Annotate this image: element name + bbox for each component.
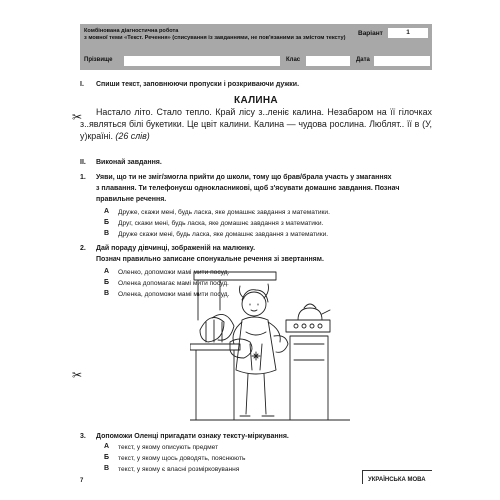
passage-title: КАЛИНА (234, 95, 278, 106)
task-2-option-b-text: Оленка допомагає мамі мити посуд. (118, 280, 229, 287)
task-1-line3: правильне речення. (96, 196, 167, 203)
task-1-option-a-text: Друже, скажи мені, будь ласка, яке домашнє завдання з математики. (118, 209, 330, 216)
task-3-number: 3. (80, 433, 86, 440)
illustration-girl-washing-dishes (190, 270, 350, 430)
section-2-instruction: Виконай завдання. (96, 159, 162, 166)
task-3-option-b-letter[interactable]: Б (104, 454, 110, 461)
word-count: (26 слів) (115, 130, 150, 141)
task-2-option-a-text: Оленко, допоможи мамі мити посуд. (118, 269, 230, 276)
task-1-option-c-text: Друже скажи мені, будь ласка, яке домашнє завдання з математики. (118, 231, 329, 238)
class-label: Клас (286, 57, 301, 63)
task-3-option-a-text: текст, у якому описують предмет (118, 444, 219, 451)
surname-label: Прізвище (84, 57, 113, 63)
task-1-option-c-letter[interactable]: В (104, 230, 110, 237)
task-1-option-b-letter[interactable]: Б (104, 219, 110, 226)
header-title-line1: Комбінована діагностична робота (84, 28, 179, 34)
task-1-option-a-letter[interactable]: А (104, 208, 110, 215)
task-1-number: 1. (80, 174, 86, 181)
header-block (80, 24, 432, 70)
scissors-icon: ✂ (72, 368, 83, 382)
header-title-line2: з мовної теми «Текст. Речення» (списування із завданнями, не пов'язаними за змістом тексту) (84, 35, 346, 42)
task-1-line2: з плавання. Ти телефонуєш однокласникові, щоб з'ясувати домашнє завдання. Познач (96, 185, 400, 192)
passage-body: Настало літо. Стало тепло. Край лісу з..леніє калина. Незабаром на її гілочках з..являться білі букетики. Це цвіт калини. Калина — чудова рослина. Люблят.. її в (У, у)країні. (80, 107, 432, 141)
footer-divider-vertical (362, 470, 363, 484)
footer-divider (362, 470, 432, 471)
task-3-option-c-letter[interactable]: В (104, 465, 110, 472)
section-1-instruction: Спиши текст, заповнюючи пропуски і розкриваючи дужки. (96, 81, 300, 88)
variant-value: 1 (388, 28, 428, 38)
task-2-option-c-letter[interactable]: В (104, 290, 110, 297)
section-2-numeral: II. (80, 159, 86, 166)
task-2-number: 2. (80, 245, 86, 252)
task-2-option-a-letter[interactable]: А (104, 268, 110, 275)
task-2-line2: Познач правильно записане спонукальне речення зі звертанням. (96, 256, 324, 263)
task-3-option-c-text: текст, у якому є власні розмірковування (118, 466, 240, 473)
scissors-icon: ✂ (72, 110, 83, 124)
task-2-option-c-text: Оленка, допоможи мамі мити посуд. (118, 291, 230, 298)
task-2-option-b-letter[interactable]: Б (104, 279, 110, 286)
date-field[interactable] (374, 56, 430, 66)
task-2-line1: Дай пораду дівчинці, зображеній на малюнку. (96, 245, 256, 252)
variant-label: Варіант (358, 30, 383, 37)
student-info-row (84, 56, 430, 66)
section-1-numeral: I. (80, 81, 84, 88)
surname-field[interactable] (124, 56, 280, 66)
task-3-text: Допоможи Оленці пригадати ознаку тексту-міркування. (96, 433, 289, 440)
date-label: Дата (356, 57, 370, 63)
page-number: 7 (80, 478, 84, 484)
task-3-option-a-letter[interactable]: А (104, 443, 110, 450)
passage-text (80, 107, 432, 142)
task-1-line1: Уяви, що ти не зміг/змогла прийти до школи, тому що брав/брала участь у змаганнях (96, 174, 392, 181)
task-1-option-b-text: Друг, скажи мені, будь ласка, яке домашнє завдання з математики. (118, 220, 324, 227)
task-3-option-b-text: текст, у якому щось доводять, пояснюють (118, 455, 246, 462)
subject-label: УКРАЇНСЬКА МОВА (368, 477, 426, 483)
header-title (84, 28, 352, 42)
class-field[interactable] (306, 56, 350, 66)
